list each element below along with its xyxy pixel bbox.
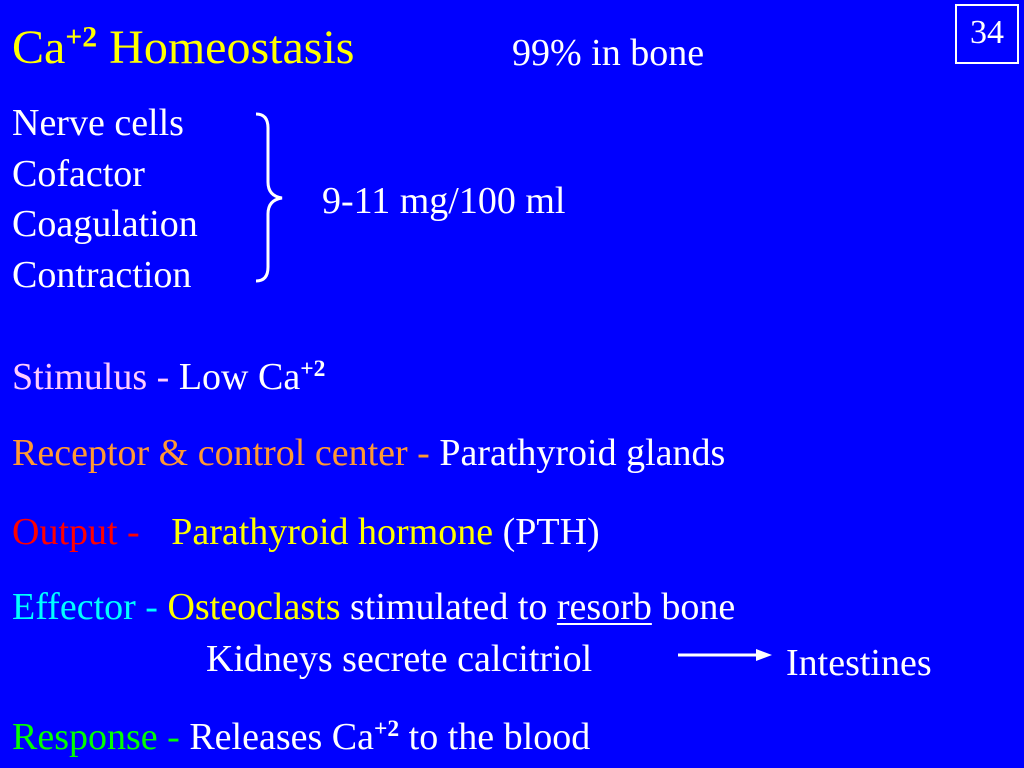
function-item: Coagulation [12, 203, 198, 245]
intestines-text: Intestines [786, 642, 932, 684]
stimulus-label: Stimulus - [12, 356, 179, 398]
effector-text: stimulated to [340, 586, 557, 628]
curly-brace [252, 110, 288, 285]
response-label: Response - [12, 716, 190, 758]
function-item: Contraction [12, 253, 192, 296]
effector-action: resorb [556, 586, 652, 628]
slide-number: 34 [955, 4, 1019, 64]
stimulus-value: Low $Ca^{+2}$ [178, 356, 326, 398]
output-abbrev: (PTH) [493, 511, 600, 553]
slide-title [12, 18, 354, 78]
response-value: Releases $Ca^{+2}$ to the blood [189, 716, 591, 758]
output-line [12, 507, 600, 557]
response-line [12, 712, 590, 762]
receptor-line [12, 428, 725, 478]
concentration: 9-11 mg/100 ml [322, 180, 566, 222]
function-item: Nerve cells [12, 102, 184, 144]
right-arrow-icon [676, 645, 776, 665]
bone-note: 99% in bone [512, 32, 705, 74]
output-hormone: Parathyroid hormone [171, 511, 494, 553]
function-list [12, 98, 198, 300]
effector-text-end: bone [651, 586, 736, 628]
stimulus-line [12, 352, 325, 402]
effector-cells: Osteoclasts [167, 586, 341, 628]
kidneys-text: Kidneys secrete calcitriol [206, 638, 593, 680]
effector-line [12, 582, 735, 632]
receptor-label: Receptor & control center - [12, 432, 440, 474]
effector-label: Effector - [12, 586, 168, 628]
title-charge: +2 [65, 20, 98, 54]
title-prefix: Ca [12, 21, 66, 74]
receptor-value: Parathyroid glands [439, 432, 726, 474]
output-label: Output - [12, 511, 150, 553]
function-item: Cofactor [12, 152, 145, 195]
title-suffix: Homeostasis [97, 21, 355, 74]
